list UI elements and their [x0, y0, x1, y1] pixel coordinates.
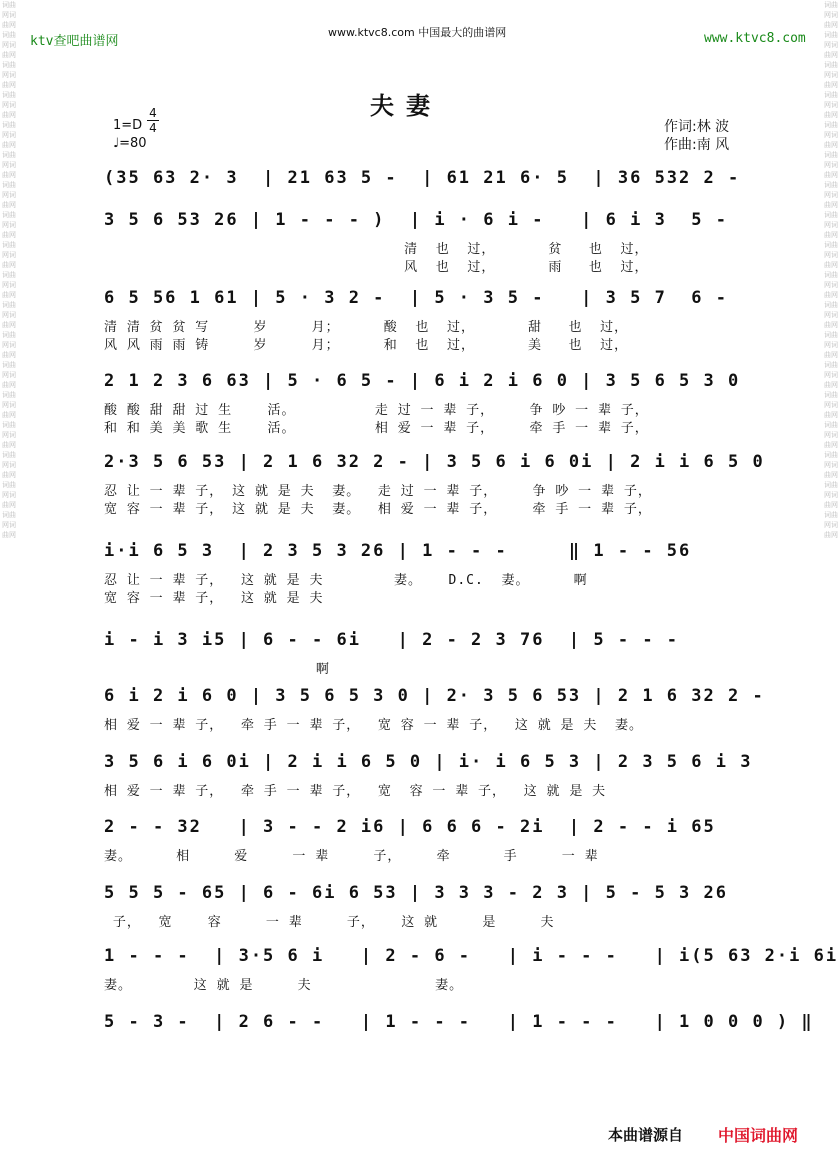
- notation-line: 2 - - 32 | 3 - - 2 i6 | 6 6 6 - 2i | 2 - - i 65: [104, 817, 716, 837]
- footer-source-site[interactable]: 中国词曲网: [718, 1126, 799, 1145]
- side-watermark-left: 词曲网词曲网词曲网词曲网词曲网词曲网词曲网词曲网词曲网词曲网词曲网词曲网词曲网词曲网词曲网词曲网词曲网词曲网词曲网词曲网词曲网词曲网词曲网词曲网词曲网词曲网词曲网词曲网词曲网词曲网词曲网词曲网词曲网词曲网词曲网词曲网: [2, 1, 16, 539]
- score-row: [104, 883, 764, 953]
- notation-line: 2 1 2 3 6 63 | 5 · 6 5 - | 6 i 2 i 6 0 | 3 5 6 5 3 0: [104, 371, 741, 391]
- notation-line: 6 5 56 1 61 | 5 · 3 2 - | 5 · 3 5 - | 3 5 7 6 -: [104, 288, 728, 308]
- score-row: [104, 452, 764, 522]
- score-row: [104, 371, 764, 441]
- notation-line: 5 - 3 - | 2 6 - - | 1 - - - | 1 - - - | 1 0 0 0 ) ‖: [104, 1012, 814, 1032]
- notation-line: 3 5 6 53 26 | 1 - - - ) | i · 6 i - | 6 i 3 5 -: [104, 210, 728, 230]
- lyric-line-1: 相 爱 一 辈 子， 牵 手 一 辈 子， 宽 容 一 辈 子， 这 就 是 夫: [104, 784, 607, 799]
- score-row: [104, 210, 764, 280]
- score-row: [104, 288, 764, 358]
- header-center-banner: www.ktvc8.com 中国最大的曲谱网: [328, 26, 507, 39]
- notation-line: 6 i 2 i 6 0 | 3 5 6 5 3 0 | 2· 3 5 6 53 | 2 1 6 32 2 -: [104, 686, 765, 706]
- notation-line: 1 - - - | 3·5 6 i | 2 - 6 - | i - - - | i(5 63 2·i 6i: [104, 946, 839, 966]
- lyric-line-1: 啊: [104, 662, 330, 677]
- lyric-line-2: 风 风 雨 雨 铸 岁 月； 和 也 过， 美 也 过，: [104, 338, 629, 353]
- score-row: [104, 946, 839, 1016]
- time-signature: [147, 106, 159, 135]
- key-signature: 1=D: [113, 118, 143, 133]
- song-title: 夫妻: [370, 92, 442, 120]
- lyric-line-1: 忍 让 一 辈 子， 这 就 是 夫 妻。 走 过 一 辈 子， 争 吵 一 辈 子，: [104, 484, 652, 499]
- side-watermark-right: 词曲网词曲网词曲网词曲网词曲网词曲网词曲网词曲网词曲网词曲网词曲网词曲网词曲网词曲网词曲网词曲网词曲网词曲网词曲网词曲网词曲网词曲网词曲网词曲网词曲网词曲网词曲网词曲网词曲网词曲网词曲网词曲网词曲网词曲网词曲网词曲网: [824, 1, 838, 539]
- lyric-line-2: 宽 容 一 辈 子， 这 就 是 夫: [104, 591, 324, 606]
- lyric-line-1: 子， 宽 容 一 辈 子， 这 就 是 夫: [104, 915, 555, 930]
- score-row: [104, 817, 764, 887]
- lyric-line-2: 和 和 美 美 歌 生 活。 相 爱 一 辈 子， 牵 手 一 辈 子，: [104, 421, 649, 436]
- time-bottom: 4: [147, 120, 159, 135]
- header-site-name[interactable]: ktv查吧曲谱网: [30, 34, 119, 49]
- lyric-line-2: 宽 容 一 辈 子， 这 就 是 夫 妻。 相 爱 一 辈 子， 牵 手 一 辈 子，: [104, 502, 652, 517]
- score-row: [104, 686, 764, 756]
- score-row: [104, 541, 764, 611]
- footer-source-label: 本曲谱源自: [608, 1126, 684, 1144]
- lyric-line-1: 清 清 贫 贫 写 岁 月； 酸 也 过， 甜 也 过，: [104, 320, 629, 335]
- score-row: [104, 1012, 814, 1082]
- lyric-line-1: 妻。 这 就 是 夫 妻。: [104, 978, 464, 993]
- lyric-line-1: 妻。 相 爱 一 辈 子， 牵 手 一 辈: [104, 849, 599, 864]
- lyric-line-1: 忍 让 一 辈 子， 这 就 是 夫 妻。 D.C. 妻。 啊: [104, 573, 588, 588]
- lyric-line-2: 风 也 过， 雨 也 过，: [104, 260, 649, 275]
- header-site-url[interactable]: www.ktvc8.com: [704, 31, 806, 46]
- notation-line: 2·3 5 6 53 | 2 1 6 32 2 - | 3 5 6 i 6 0i | 2 i i 6 5 0: [104, 452, 765, 472]
- notation-line: 3 5 6 i 6 0i | 2 i i 6 5 0 | i· i 6 5 3 | 2 3 5 6 i 3: [104, 752, 753, 772]
- lyric-line-1: 清 也 过， 贫 也 过，: [104, 242, 649, 257]
- credits: 作词:林 波 作曲:南 风: [664, 119, 730, 153]
- time-top: 4: [149, 106, 157, 120]
- lyric-line-1: 酸 酸 甜 甜 过 生 活。 走 过 一 辈 子， 争 吵 一 辈 子，: [104, 403, 649, 418]
- lyric-line-1: 相 爱 一 辈 子， 牵 手 一 辈 子， 宽 容 一 辈 子， 这 就 是 夫 妻。: [104, 718, 644, 733]
- notation-line: (35 63 2· 3 | 21 63 5 - | 61 21 6· 5 | 36 532 2 -: [104, 168, 741, 188]
- tempo-marking: ♩=80: [113, 136, 147, 151]
- notation-line: i - i 3 i5 | 6 - - 6i | 2 - 2 3 76 | 5 - - -: [104, 630, 680, 650]
- notation-line: 5 5 5 - 65 | 6 - 6i 6 53 | 3 3 3 - 2 3 | 5 - 5 3 26: [104, 883, 728, 903]
- notation-line: i·i 6 5 3 | 2 3 5 3 26 | 1 - - - ‖ 1 - - 56: [104, 541, 692, 561]
- score-row: [104, 752, 764, 822]
